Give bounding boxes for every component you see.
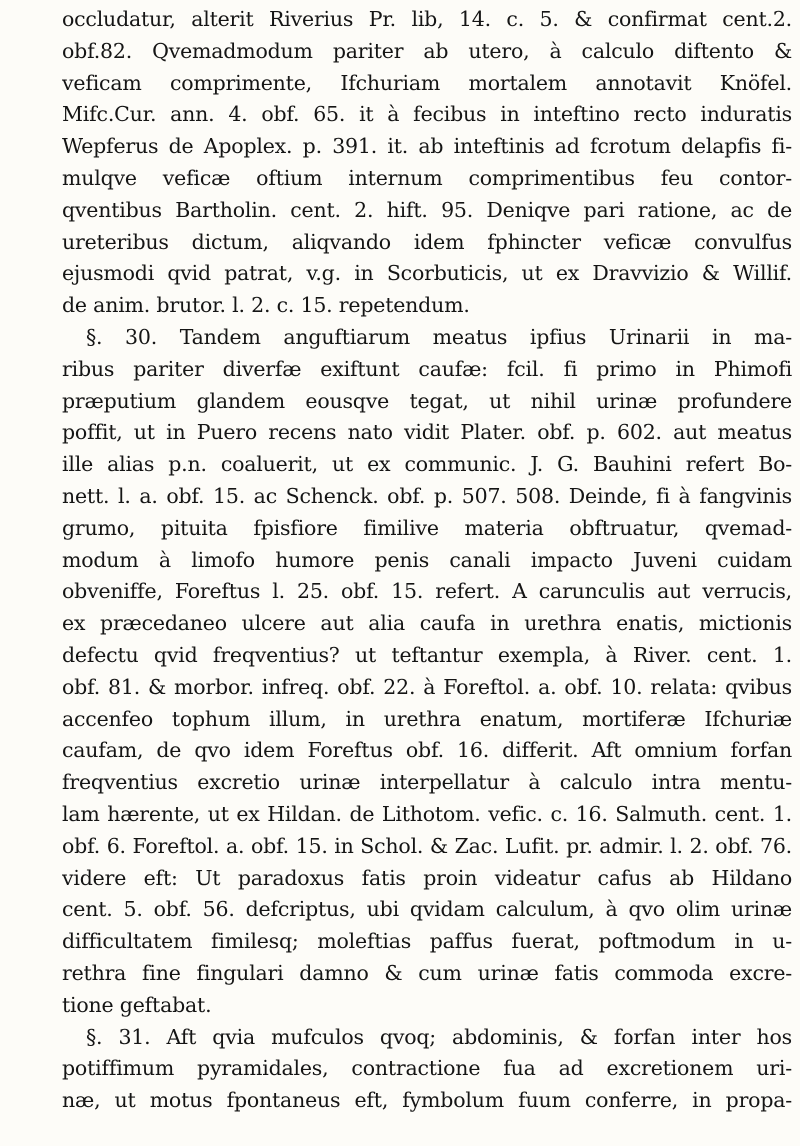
text-line: qventibus Bartholin. cent. 2. hift. 95. Deniqve pari ratione, ac de <box>62 197 792 222</box>
text-line: ribus pariter diverfæ exiftunt caufæ: fcil. fi primo in Phimofi <box>62 356 792 381</box>
text-line: accenfeo tophum illum, in urethra enatum, mortiferæ Ifchuriæ <box>62 706 792 731</box>
text-line: potiffimum pyramidales, contractione fua ad excretionem uri- <box>62 1056 792 1081</box>
text-line: mulqve veficæ oftium internum comprimentibus feu contor- <box>62 165 792 190</box>
text-line: modum à limofo humore penis canali impacto Juveni cuidam <box>62 547 792 572</box>
text-line: videre eft: Ut paradoxus fatis proin videatur cafus ab Hildano <box>62 865 792 890</box>
text-line: defectu qvid freqventius? ut teftantur exempla, à River. cent. 1. <box>62 642 792 667</box>
text-line: obf. 6. Foreftol. a. obf. 15. in Schol. & Zac. Lufit. pr. admir. l. 2. obf. 76. <box>62 833 792 858</box>
text-line: obveniffe, Foreftus l. 25. obf. 15. refert. A carunculis aut verrucis, <box>62 579 792 604</box>
text-line: caufam, de qvo idem Foreftus obf. 16. differit. Aft omnium forfan <box>62 738 792 763</box>
text-line: næ, ut motus fpontaneus eft, fymbolum fuum conferre, in propa- <box>62 1088 792 1113</box>
latin-text-block <box>62 4 792 1117</box>
text-line: ejusmodi qvid patrat, v.g. in Scorbuticis, ut ex Dravvizio & Willif. <box>62 261 792 286</box>
text-line: veficam comprimente, Ifchuriam mortalem annotavit Knöfel. <box>62 70 792 95</box>
text-line: tione geftabat. <box>62 992 212 1017</box>
text-line: obf. 81. & morbor. infreq. obf. 22. à Foreftol. a. obf. 10. relata: qvibus <box>62 674 792 699</box>
text-line: ureteribus dictum, aliqvando idem fphincter veficæ convulfus <box>62 229 792 254</box>
text-line: Wepferus de Apoplex. p. 391. it. ab inteftinis ad fcrotum delapfis fi- <box>62 134 792 159</box>
text-line: nett. l. a. obf. 15. ac Schenck. obf. p. 507. 508. Deinde, fi à fangvinis <box>62 483 792 508</box>
text-line: difficultatem fimilesq; moleftias paffus fuerat, poftmodum in u- <box>62 929 792 954</box>
text-line: rethra fine fingulari damno & cum urinæ fatis commoda excre- <box>62 960 792 985</box>
text-line: grumo, pituita fpisfiore fimilive materia obftruatur, qvemad- <box>62 515 792 540</box>
text-line: occludatur, alterit Riverius Pr. lib, 14. c. 5. & confirmat cent.2. <box>62 7 792 31</box>
text-line: lam hærente, ut ex Hildan. de Lithotom. vefic. c. 16. Salmuth. cent. 1. <box>62 801 792 826</box>
text-line: ex præcedaneo ulcere aut alia caufa in urethra enatis, mictionis <box>62 611 792 636</box>
text-line: ille alias p.n. coaluerit, ut ex communic. J. G. Bauhini refert Bo- <box>62 452 792 477</box>
text-line: obf.82. Qvemadmodum pariter ab utero, à calculo diftento & <box>62 38 792 63</box>
text-line: cent. 5. obf. 56. defcriptus, ubi qvidam calculum, à qvo olim urinæ <box>62 897 792 922</box>
text-line: præputium glandem eousqve tegat, ut nihil urinæ profundere <box>62 388 792 413</box>
text-line: freqventius excretio urinæ interpellatur à calculo intra mentu- <box>62 770 792 795</box>
text-line: de anim. brutor. l. 2. c. 15. repetendum. <box>62 293 470 318</box>
paragraph-31-start: §. 31. Aft qvia mufculos qvoq; abdominis, & forfan inter hos <box>86 1024 792 1049</box>
paragraph-30-start: §. 30. Tandem anguftiarum meatus ipfius Urinarii in ma- <box>86 324 792 349</box>
text-line: poffit, ut in Puero recens nato vidit Plater. obf. p. 602. aut meatus <box>62 420 792 445</box>
text-line: Mifc.Cur. ann. 4. obf. 65. it à fecibus in inteftino recto induratis <box>62 102 792 127</box>
